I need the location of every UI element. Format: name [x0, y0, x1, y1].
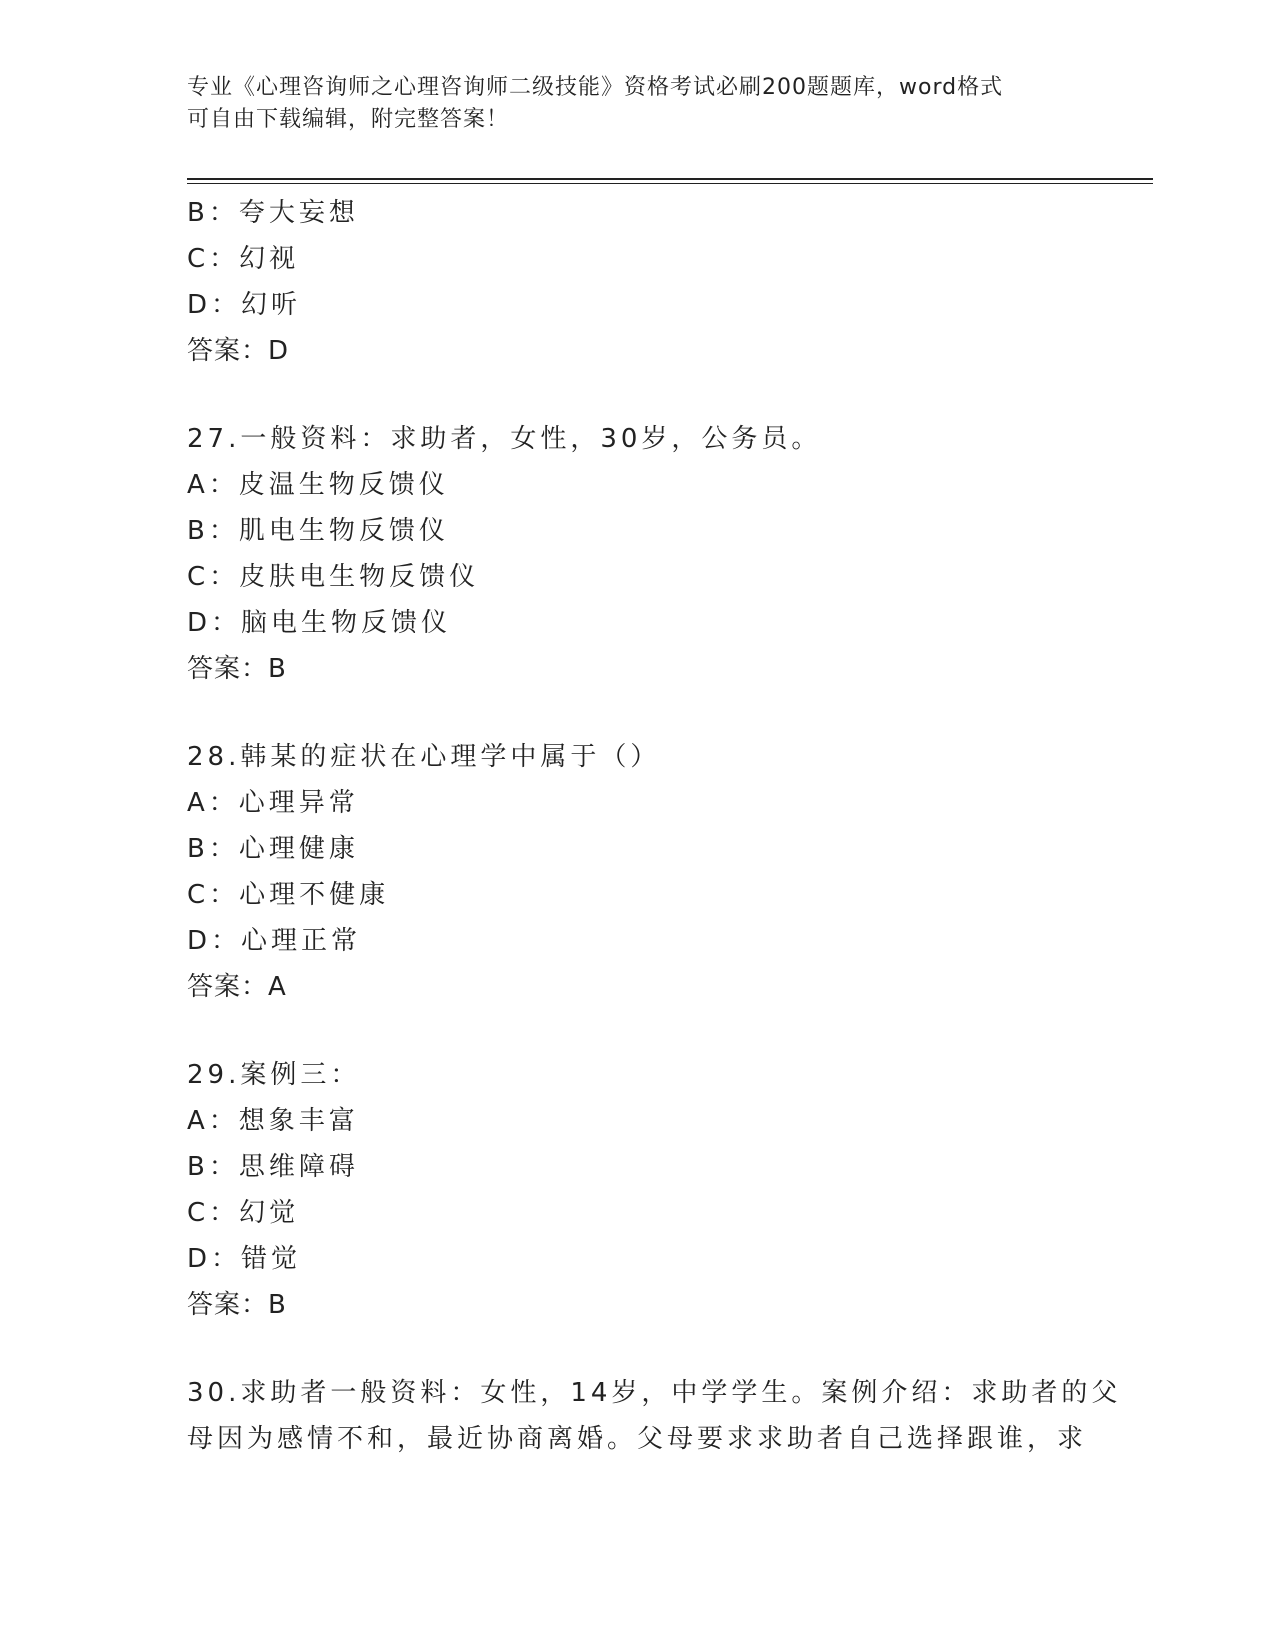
question-30: [187, 1370, 1122, 1462]
option-b: B：思维障碍: [187, 1152, 359, 1182]
header-divider-thick: [187, 178, 1153, 180]
header-line-2: 可自由下载编辑，附完整答案！: [187, 107, 510, 132]
option-d: D：心理正常: [187, 926, 362, 956]
document-header: [187, 72, 1087, 136]
answer-line: 答案：A: [187, 972, 287, 1002]
question-stem: 29.案例三：: [187, 1060, 361, 1090]
answer-line: 答案：B: [187, 1290, 287, 1320]
option-a: A：心理异常: [187, 788, 359, 818]
answer-line: 答案：B: [187, 654, 287, 684]
answer-line: 答案：D: [187, 336, 290, 366]
question-27: [187, 416, 1107, 692]
question-26-continuation: [187, 190, 1107, 374]
option-d: D：幻听: [187, 290, 302, 320]
option-c: C：心理不健康: [187, 880, 390, 910]
question-stem: 27.一般资料：求助者，女性，30岁，公务员。: [187, 424, 822, 454]
option-d: D：脑电生物反馈仪: [187, 608, 452, 638]
option-b: B：肌电生物反馈仪: [187, 516, 449, 546]
question-30-line-1: 30.求助者一般资料：女性，14岁，中学学生。案例介绍：求助者的父: [187, 1378, 1122, 1408]
option-a: A：皮温生物反馈仪: [187, 470, 449, 500]
option-c: C：皮肤电生物反馈仪: [187, 562, 480, 592]
header-line-1: 专业《心理咨询师之心理咨询师二级技能》资格考试必刷200题题库，word格式: [187, 75, 1004, 100]
question-28: [187, 734, 1107, 1010]
header-divider-thin: [187, 183, 1153, 184]
question-29: [187, 1052, 1107, 1328]
option-a: A：想象丰富: [187, 1106, 359, 1136]
option-b: B：心理健康: [187, 834, 359, 864]
option-c: C：幻视: [187, 244, 300, 274]
option-b: B：夸大妄想: [187, 198, 359, 228]
question-30-line-2: 母因为感情不和，最近协商离婚。父母要求求助者自己选择跟谁，求: [187, 1424, 1088, 1454]
option-c: C：幻觉: [187, 1198, 300, 1228]
question-stem: 28.韩某的症状在心理学中属于（）: [187, 742, 661, 772]
question-list: [187, 190, 1122, 1462]
option-d: D：错觉: [187, 1244, 302, 1274]
